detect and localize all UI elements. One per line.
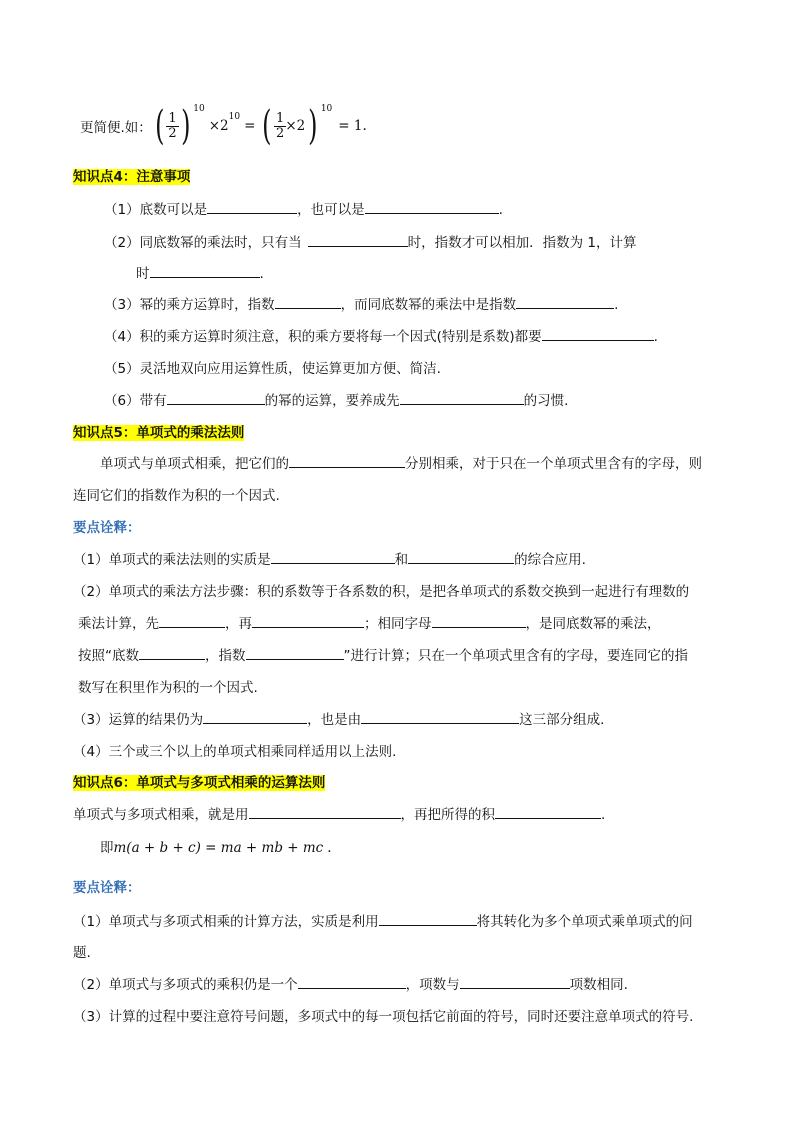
paragraph-text: ，再把所得的积 [400,807,495,823]
item-text: ，而同底数幂的乘法中是指数 [340,297,517,313]
item-text: 题. [73,945,91,961]
intro-formula-line [80,104,367,148]
answer-blank[interactable] [246,645,344,660]
kp4-item-4 [104,325,658,345]
kp4-item-5 [104,357,441,377]
fraction-numerator: 1 [168,110,177,126]
heading-number: 4 [113,169,123,185]
item-text: ，再 [225,616,252,632]
fraction-one-half [167,112,177,140]
kp6-formula [100,836,332,856]
answer-blank[interactable] [207,199,297,214]
kp5-explain-4 [73,740,396,760]
heading-prefix: 知识点 [73,169,114,185]
answer-blank[interactable] [361,709,519,724]
item-text: ，也是由 [307,712,362,728]
item-text: 时，指数才可以相加．指数为 1，计算 [407,235,637,251]
exponent: 10 [320,104,333,114]
kp4-item-2 [104,231,636,251]
item-text: 和 [394,552,409,568]
answer-blank[interactable] [159,613,225,628]
item-text: （6）带有 [104,393,167,409]
item-text: 的习惯. [523,393,569,409]
kp4-item-6 [104,389,568,409]
item-text: （4）三个或三个以上的单项式相乘同样适用以上法则. [73,744,397,760]
left-paren: ( [154,103,165,149]
kp5-explain-2-line3 [78,644,688,664]
kp5-explain-heading: 要点诠释： [73,520,141,536]
fraction-denominator: 2 [168,125,177,141]
answer-blank[interactable] [308,232,408,247]
answer-blank[interactable] [203,709,307,724]
answer-blank[interactable] [249,804,401,819]
item-text: （1）底数可以是 [104,202,208,218]
item-text: 数写在积里作为积的一个因式. [78,680,258,696]
heading-highlight [73,775,325,791]
answer-blank[interactable] [432,613,526,628]
item-text: 的综合应用. [514,552,586,568]
kp5-explain-1 [73,548,586,568]
answer-blank[interactable] [271,549,395,564]
heading-highlight [73,425,244,441]
item-text: （4）积的乘方运算时须注意，积的乘方要将每一个因式(特别是系数)都要 [104,329,542,345]
answer-blank[interactable] [460,974,570,989]
answer-blank[interactable] [495,804,601,819]
item-text: （1）单项式的乘法法则的实质是 [73,552,271,568]
heading-number: 6 [113,775,123,791]
item-text: . [653,329,658,345]
answer-blank[interactable] [298,974,406,989]
item-text: 按照“底数 [78,648,139,664]
answer-blank[interactable] [275,294,341,309]
times-two: ×2 [285,118,306,134]
item-text: . [614,297,619,313]
kp6-explain-3 [73,1005,693,1025]
item-text: 时 [136,266,150,282]
kp5-paragraph-line1 [100,452,702,472]
kp6-paragraph [73,803,605,823]
answer-blank[interactable] [150,263,260,278]
kp5-explain-2-line2 [78,612,661,632]
kp5-explain-2-line1 [73,580,689,600]
intro-prefix: 更简便.如： [80,120,152,136]
answer-blank[interactable] [400,390,524,405]
kp4-item-1 [104,198,503,218]
heading-prefix: 知识点 [73,775,114,791]
item-text: （5）灵活地双向应用运算性质，使运算更加方便、简洁. [104,361,441,377]
kp6-explain-1-line2 [73,941,91,961]
distributive-formula: m(a + b + c) = ma + mb + mc [113,840,324,856]
kp4-heading [73,165,190,185]
paragraph-text: 连同它们的指数作为积的一个因式. [73,488,280,504]
item-text: . [498,202,503,218]
item-text: ，也可以是 [297,202,365,218]
answer-blank[interactable] [139,645,205,660]
kp4-item-2-cont [136,262,264,282]
kp5-paragraph-line2 [73,484,280,504]
item-text: 项数相同. [569,977,628,993]
item-text: 乘法计算，先 [78,616,159,632]
item-text: （3）运算的结果仍为 [73,712,204,728]
answer-blank[interactable] [289,453,405,468]
kp6-explain-heading: 要点诠释： [73,880,141,896]
result: = 1. [338,118,367,134]
exponent: 10 [193,104,205,114]
heading-title: ：单项式的乘法法则 [122,425,245,441]
answer-blank[interactable] [167,390,265,405]
kp6-explain-2 [73,973,628,993]
item-text: . [259,266,264,282]
heading-highlight [73,169,190,185]
exponent: 10 [228,112,241,122]
kp6-heading [73,771,325,791]
formula-end: . [327,840,332,856]
right-paren: ) [308,103,318,149]
paragraph-text: 单项式与单项式相乘，把它们的 [100,456,289,472]
item-text: （2）单项式的乘法方法步骤：积的系数等于各系数的积，是把各单项式的系数交换到一起进行有理数的 [73,584,690,600]
formula-prefix: 即 [100,840,114,856]
answer-blank[interactable] [252,613,364,628]
item-text: （1）单项式与多项式相乘的计算方法，实质是利用 [73,914,379,930]
heading-title: ：单项式与多项式相乘的运算法则 [122,775,326,791]
item-text: ，指数 [205,648,246,664]
answer-blank[interactable] [516,294,614,309]
item-text: （2）同底数幂的乘法时，只有当 [104,235,302,251]
answer-blank[interactable] [379,911,477,926]
item-text: ；相同字母 [364,616,432,632]
answer-blank[interactable] [542,326,654,341]
item-text: 这三部分组成. [519,712,605,728]
item-text: ”进行计算；只在一个单项式里含有的字母，要连同它的指 [343,648,688,664]
item-text: ，是同底数幂的乘法， [525,616,661,632]
item-text: （3）幂的乘方运算时，指数 [104,297,275,313]
answer-blank[interactable] [408,549,514,564]
fraction-numerator: 1 [276,110,285,126]
fraction-one-half [275,112,285,140]
heading-title: ：注意事项 [122,169,191,185]
item-text: （2）单项式与多项式的乘积仍是一个 [73,977,298,993]
right-paren: ) [180,103,191,149]
kp6-explain-1-line1 [73,910,693,930]
item-text: 将其转化为多个单项式乘单项式的问 [476,914,693,930]
kp5-explain-2-line4 [78,676,258,696]
equals-sign: = [244,118,256,134]
kp4-item-3 [104,293,618,313]
fraction-denominator: 2 [276,125,285,141]
paragraph-text: . [601,807,606,823]
paragraph-text: 单项式与多项式相乘，就是用 [73,807,249,823]
item-text: 的幂的运算，要养成先 [264,393,400,409]
item-text: ，项数与 [405,977,460,993]
item-text: （3）计算的过程中要注意符号问题，多项式中的每一项包括它前面的符号，同时还要注意单项式的符号. [73,1009,694,1025]
paragraph-text: 分别相乘，对于只在一个单项式里含有的字母，则 [405,456,702,472]
kp5-explain-3 [73,708,604,728]
left-paren: ( [262,103,272,149]
heading-prefix: 知识点 [73,425,114,441]
heading-number: 5 [113,425,123,441]
kp5-heading [73,421,244,441]
times-two: ×2 [208,118,229,134]
answer-blank[interactable] [365,199,499,214]
